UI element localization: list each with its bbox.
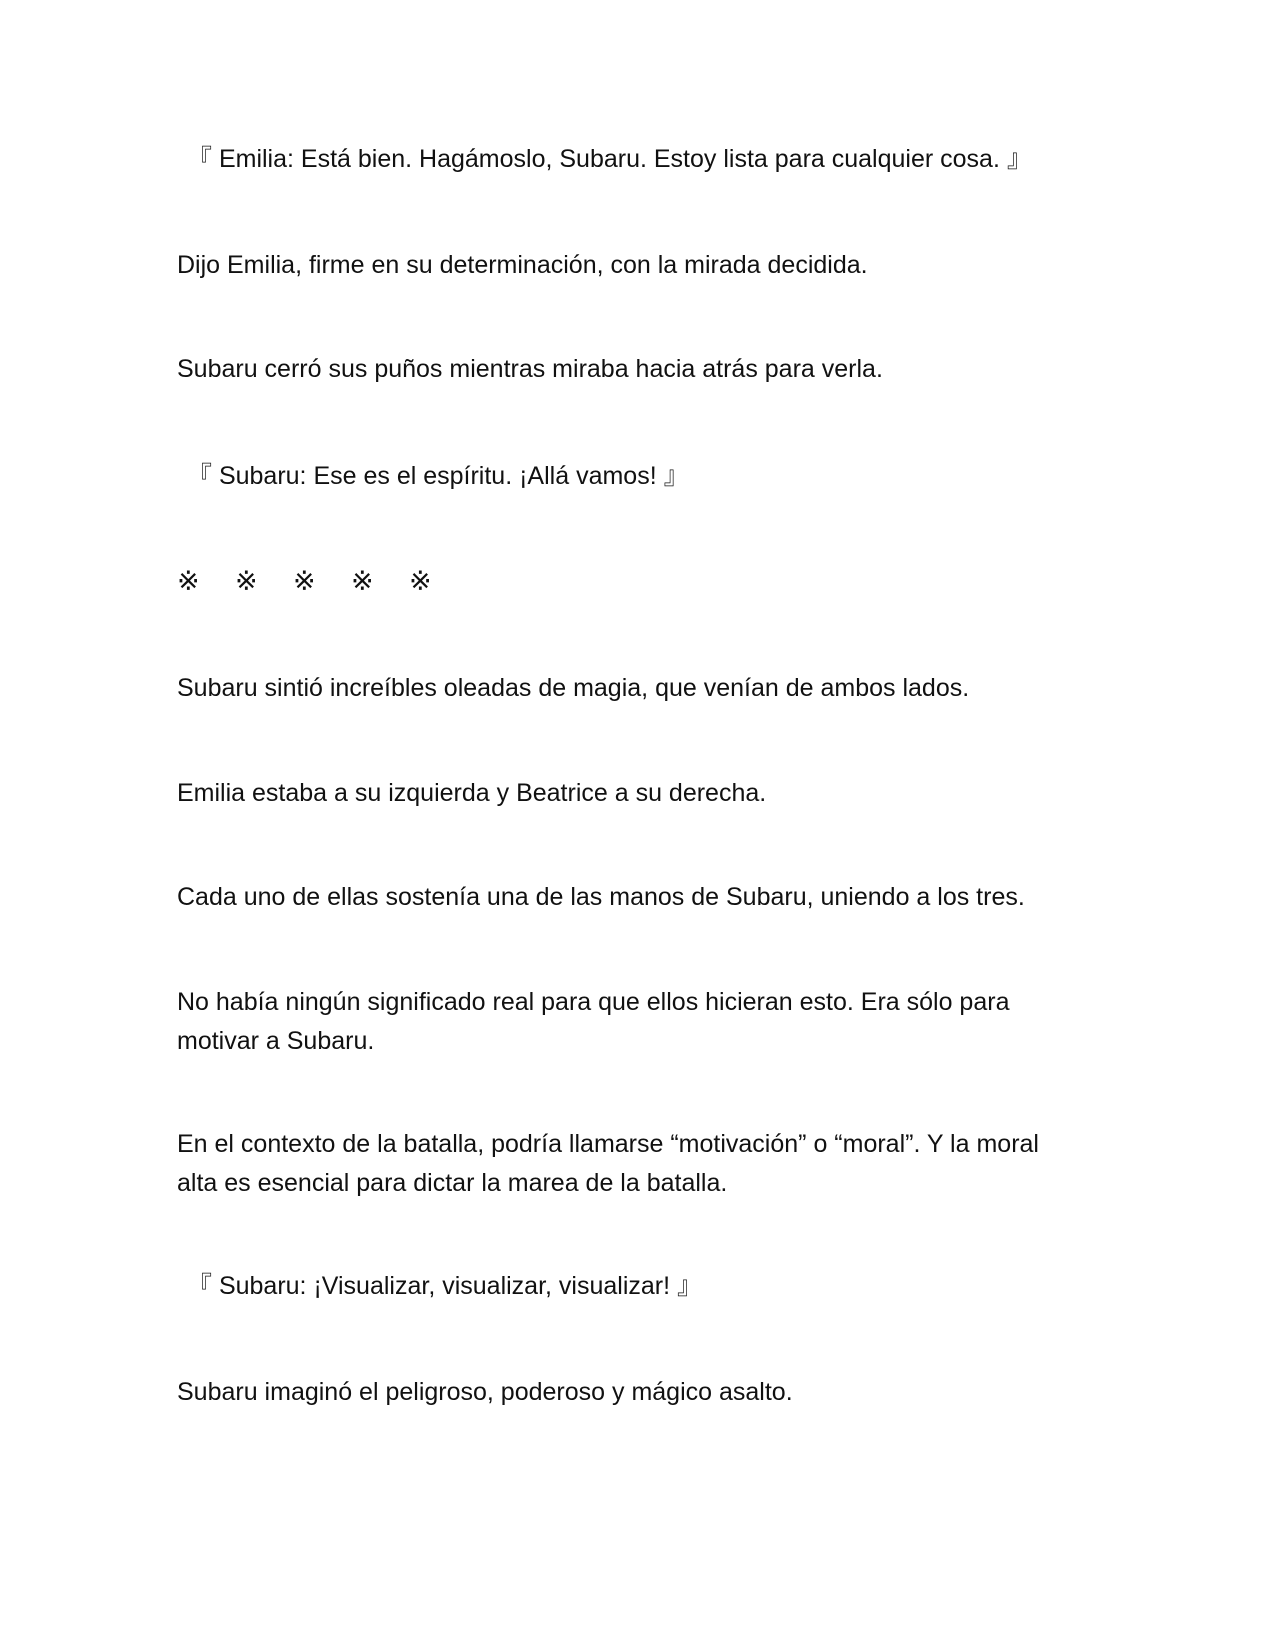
narration-paragraph: Cada uno de ellas sostenía una de las manos de Subaru, uniendo a los tres. [177, 883, 1025, 911]
narration-paragraph: Emilia estaba a su izquierda y Beatrice a su derecha. [177, 779, 767, 807]
narration-paragraph: En el contexto de la batalla, podría llamarse “motivación” o “moral”. Y la moral alta es esencial para dictar la marea de la batalla. [177, 1130, 1039, 1197]
separator-mark: ※ [177, 566, 200, 596]
separator-mark: ※ [235, 566, 258, 596]
dialogue-line-subaru: 『 Subaru: Ese es el espíritu. ¡Allá vamos! 』 [187, 462, 689, 490]
narration-paragraph: Dijo Emilia, firme en su determinación, con la mirada decidida. [177, 251, 868, 279]
separator-mark: ※ [409, 566, 432, 596]
narration-paragraph: No había ningún significado real para que ellos hicieran esto. Era sólo para motivar a Subaru. [177, 988, 1010, 1055]
narration-paragraph: Subaru imaginó el peligroso, poderoso y mágico asalto. [177, 1378, 793, 1406]
dialogue-line-subaru: 『 Subaru: ¡Visualizar, visualizar, visualizar! 』 [187, 1272, 703, 1300]
narration-paragraph: Subaru sintió increíbles oleadas de magia, que venían de ambos lados. [177, 674, 970, 702]
separator-mark: ※ [293, 566, 316, 596]
narration-paragraph: Subaru cerró sus puños mientras miraba hacia atrás para verla. [177, 355, 883, 383]
scene-separator [177, 562, 1077, 602]
separator-mark: ※ [351, 566, 374, 596]
dialogue-line-emilia: 『 Emilia: Está bien. Hagámoslo, Subaru. Estoy lista para cualquier cosa. 』 [187, 145, 1032, 173]
